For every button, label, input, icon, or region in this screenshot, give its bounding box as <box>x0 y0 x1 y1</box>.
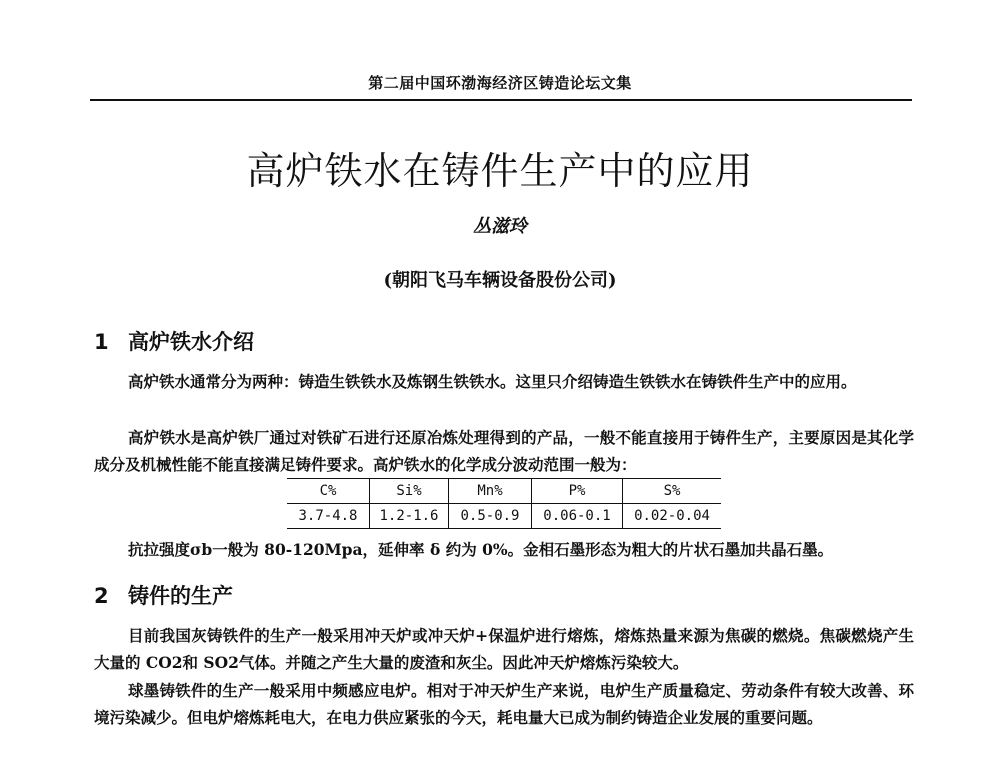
section-2-paragraph-1: 目前我国灰铸铁件的生产一般采用冲天炉或冲天炉+保温炉进行熔炼，熔炼热量来源为焦碳的燃烧。焦碳燃烧产生大量的 CO2和 SO2气体。并随之产生大量的废渣和灰尘。因此冲天炉熔炼污染较大。 <box>94 626 914 672</box>
section-2-number: 2 <box>94 584 109 608</box>
section-2-heading <box>94 580 233 610</box>
table-cell: 1.2-1.6 <box>370 504 449 529</box>
section-2-paragraph-2: 球墨铸铁件的生产一般采用中频感应电炉。相对于冲天炉生产来说，电炉生产质量稳定、劳动条件有较大改善、环境污染减少。但电炉熔炼耗电大，在电力供应紧张的今天，耗电量大已成为制约铸造企业发展的重要问题。 <box>94 681 914 727</box>
section-2-title: 铸件的生产 <box>128 584 233 608</box>
table-cell: 0.5-0.9 <box>449 504 532 529</box>
running-head: 第二届中国环渤海经济区铸造论坛文集 <box>368 74 632 92</box>
article-title: 高炉铁水在铸件生产中的应用 <box>246 149 754 193</box>
table-header-cell: Mn% <box>449 479 532 504</box>
chemical-composition-table <box>287 478 721 529</box>
table-header-row <box>287 479 721 504</box>
header-rule <box>90 99 912 101</box>
table-header-cell: Si% <box>370 479 449 504</box>
section-1-paragraph-3: 抗拉强度σb一般为 80-120Mpa，延伸率 δ 约为 0%。金相石墨形态为粗大的片状石墨加共晶石墨。 <box>128 540 834 559</box>
author-name: 丛滋玲 <box>473 216 527 237</box>
section-1-paragraph-1: 高炉铁水通常分为两种：铸造生铁铁水及炼钢生铁铁水。这里只介绍铸造生铁铁水在铸铁件生产中的应用。 <box>128 372 857 391</box>
table-row <box>287 504 721 529</box>
section-1-paragraph-2: 高炉铁水是高炉铁厂通过对铁矿石进行还原冶炼处理得到的产品，一般不能直接用于铸件生产，主要原因是其化学成分及机械性能不能直接满足铸件要求。高炉铁水的化学成分波动范围一般为： <box>94 428 914 474</box>
table-cell: 0.02-0.04 <box>623 504 722 529</box>
table-header-cell: C% <box>287 479 370 504</box>
table-header-cell: P% <box>532 479 623 504</box>
section-1-title: 高炉铁水介绍 <box>128 330 254 354</box>
section-1-number: 1 <box>94 330 109 354</box>
table-cell: 0.06-0.1 <box>532 504 623 529</box>
author-affiliation: (朝阳飞马车辆设备股份公司) <box>383 270 617 291</box>
section-1-heading <box>94 326 254 356</box>
table-header-cell: S% <box>623 479 722 504</box>
table-cell: 3.7-4.8 <box>287 504 370 529</box>
